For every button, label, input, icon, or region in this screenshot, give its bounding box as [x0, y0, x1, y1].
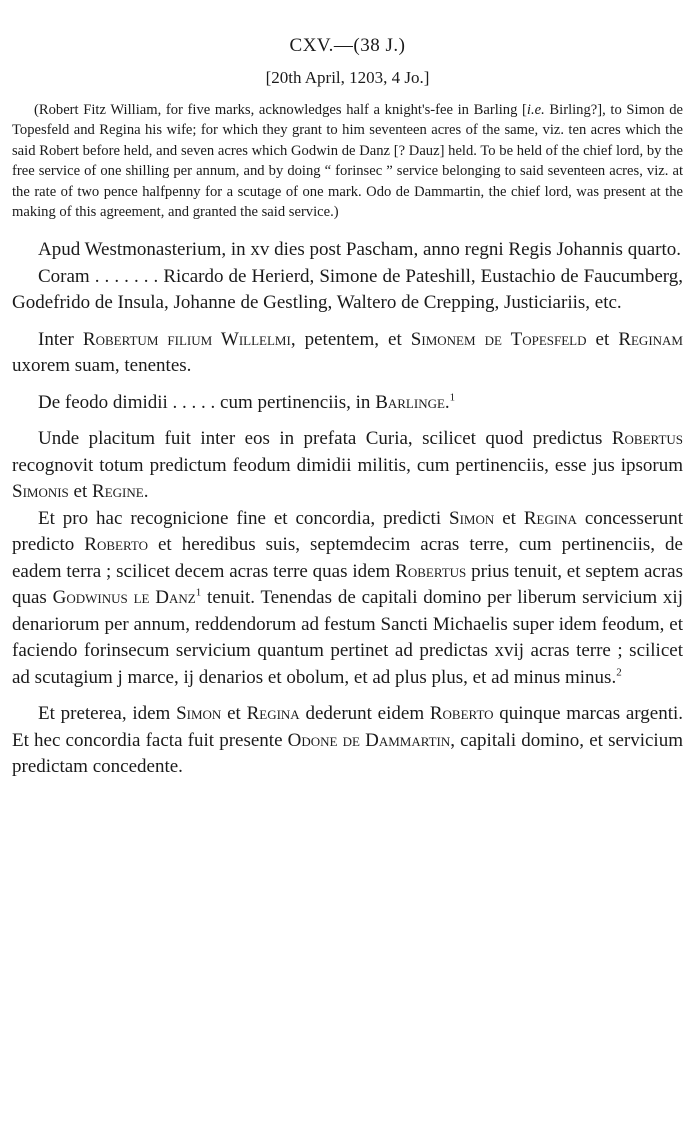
abstract-italic: i.e. [526, 102, 545, 118]
unde-text: . [143, 481, 149, 503]
paragraph-et-pro [12, 506, 683, 692]
abstract-text-2: Birling?], to Simon de Topesfeld and Regina his wife; for which they grant to him seventeen acres of the same, viz. ten acres which the said Robert before held, and seven acres which Godwin de Danz [? Dauz] held. To be held of the chief lord, by the free service of one shilling per annum, and by doing “ forinsec ” service belonging to said seventeen acres, viz. at the rate of two pence halfpenny for a scutage of one mark. Odo de Dammartin, the chief lord, was present at the making of this agreement, and granted the said service.) [12, 102, 683, 221]
inter-text: et [586, 328, 619, 350]
preterea-name: Simon [176, 703, 222, 725]
preterea-text: quinque marcas argenti. Et hec concordia facta fuit presente [12, 703, 684, 751]
unde-text: et [68, 481, 93, 503]
footnote-marker: 1 [449, 391, 456, 404]
abstract-text-1: (Robert Fitz William, for five marks, acknowledges half a knight's-fee in Barling [ [34, 102, 527, 118]
preterea-text: dederunt eidem [299, 703, 430, 725]
unde-name: Regine [92, 481, 144, 503]
inter-name: Robertum filium Willelmi [82, 328, 291, 350]
etpro-name: Robertus [395, 560, 467, 582]
paragraph-coram: Coram . . . . . . . Ricardo de Herierd, Simone de Pateshill, Eustachio de Faucumberg, Godefrido de Insula, Johanne de Gestling, Waltero de Crepping, Justiciariis, etc. [12, 265, 683, 314]
etpro-name: Roberto [84, 534, 148, 556]
inter-text: uxorem suam, tenentes. [12, 355, 192, 377]
etpro-name: Regina [523, 507, 577, 529]
entry-heading: CXV.—(38 J.) [289, 35, 406, 56]
english-abstract [12, 100, 683, 222]
preterea-name: Roberto [429, 703, 494, 725]
unde-name: Simonis [12, 481, 69, 503]
inter-text: Inter [38, 328, 83, 350]
etpro-text: Et pro hac recognicione fine et concordia, predicti [38, 507, 450, 529]
etpro-name: Simon [449, 507, 495, 529]
paragraph-unde [12, 426, 683, 506]
inter-name: Simonem de Topesfeld [410, 328, 587, 350]
preterea-name: Odone de Dammartin [287, 729, 451, 751]
preterea-text: Et preterea, idem [38, 703, 177, 725]
defeodo-text: De feodo dimidii . . . . . cum pertinenciis, in [38, 391, 376, 413]
paragraph-et-preterea [12, 701, 683, 781]
paragraph-apud: Apud Westmonasterium, in xv dies post Pascham, anno regni Regis Johannis quarto. [38, 239, 681, 261]
preterea-name: Regina [246, 703, 300, 725]
etpro-text: et heredibus suis, septemdecim acras terre, cum pertinenciis, de eadem terra ; scilicet decem acras terre quas idem [12, 534, 683, 582]
etpro-text: prius tenuit, et septem acras quas [12, 560, 683, 609]
place-name: Barlinge. [375, 391, 450, 413]
preterea-text: , capitali domino, et servicium predictam concedente. [12, 729, 683, 778]
unde-name: Robertus [611, 428, 683, 450]
entry-date: [20th April, 1203, 4 Jo.] [265, 68, 430, 87]
etpro-name: Godwinus le Danz [52, 587, 196, 609]
etpro-text: et [494, 507, 524, 529]
paragraph-inter [12, 327, 683, 380]
inter-name: Reginam [618, 328, 683, 350]
preterea-text: et [221, 703, 247, 725]
unde-text: recognovit totum predictum feodum dimidii militis, cum pertinenciis, esse jus ipsorum [12, 454, 683, 476]
footnote-marker: 2 [616, 666, 622, 679]
paragraph-de-feodo [12, 390, 683, 417]
footnote-marker: 1 [195, 586, 202, 599]
etpro-text: concesserunt predicto [12, 507, 683, 556]
unde-text: Unde placitum fuit inter eos in prefata Curia, scilicet quod predictus [38, 428, 612, 450]
etpro-text: tenuit. Tenendas de capitali domino per liberum servicium xij denariorum per annum, reddendorum ad festum Sancti Michaelis super idem feodum, et faciendo forinsecum servicium quantum pertinet ad predictas xvij acras terre ; scilicet ad scutagium j marce, ij denarios et obolum, et ad plus plus, et ad minus minus. [12, 587, 683, 688]
document-page [12, 0, 683, 781]
inter-text: , petentem, et [290, 328, 411, 350]
